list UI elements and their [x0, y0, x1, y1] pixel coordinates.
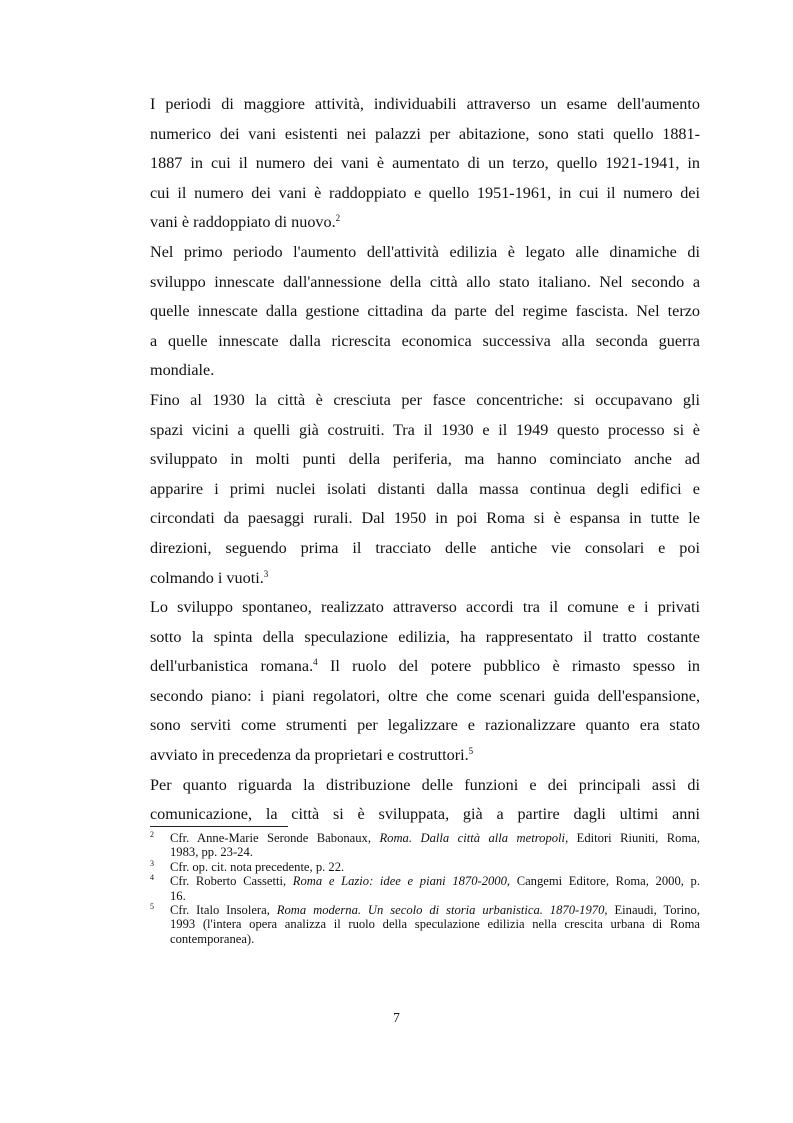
- footnote-number: 4: [150, 873, 154, 883]
- paragraph: [150, 386, 700, 593]
- footnote-line: Cfr. op. cit. nota precedente, p. 22.: [170, 859, 345, 874]
- text-line: sviluppo innescate dall'annessione della città allo stato italiano. Nel secondo a: [150, 272, 700, 291]
- footnote: [150, 860, 700, 874]
- text-segment: colmando i vuoti.: [150, 568, 264, 587]
- text-segment: dell'urbanistica romana.: [150, 657, 314, 676]
- footnote-reference: 2: [335, 213, 341, 224]
- text-line: spazi vicini a quelli già costruiti. Tra il 1930 e il 1949 questo processo si è: [150, 420, 700, 439]
- text-line: 1887 in cui il numero dei vani è aumentato di un terzo, quello 1921-1941, in: [150, 154, 700, 173]
- paragraph: [150, 90, 700, 238]
- book-title: Roma moderna. Un secolo di storia urbanistica. 1870-1970,: [276, 903, 608, 918]
- text-line: apparire i primi nuclei isolati distanti dalla massa continua degli edifici e: [150, 479, 700, 498]
- footnote-line: contemporanea).: [170, 931, 255, 946]
- text-line: [150, 652, 700, 682]
- text-line: quelle innescate dalla gestione cittadina da parte del regime fascista. Nel terzo: [150, 302, 700, 321]
- footnote-number: 2: [150, 830, 154, 839]
- paragraph: [150, 593, 700, 771]
- text-line: circondati da paesaggi rurali. Dal 1950 in poi Roma si è espansa in tutte le: [150, 509, 700, 528]
- text-line: mondiale.: [150, 361, 215, 380]
- footnote-number: 3: [150, 858, 154, 868]
- text-segment: Cfr. Italo Insolera,: [170, 903, 277, 918]
- text-segment: vani è raddoppiato di nuovo.: [150, 213, 336, 232]
- book-title: Roma. Dalla città alla metropoli: [379, 831, 566, 845]
- text-line: I periodi di maggiore attività, individuabili attraverso un esame dell'aumento: [150, 95, 700, 113]
- footnote-line: [170, 903, 700, 917]
- text-line: [150, 208, 700, 238]
- text-segment: , Editori Riuniti, Roma,: [565, 831, 700, 845]
- text-segment: avviato in precedenza da proprietari e costruttori.: [150, 746, 469, 765]
- text-segment: Cfr. Roberto Cassetti,: [170, 874, 293, 889]
- text-segment: , Cangemi Editore, Roma, 2000, p.: [506, 874, 700, 889]
- text-line: comunicazione, la città si è sviluppata, già a partire dagli ultimi anni: [150, 805, 700, 824]
- footnote-separator: [150, 826, 288, 827]
- footnote-reference: 5: [468, 746, 474, 757]
- text-line: direzioni, seguendo prima il tracciato delle antiche vie consolari e poi: [150, 538, 700, 557]
- footnote-line: 16.: [170, 888, 186, 903]
- text-line: Nel primo periodo l'aumento dell'attività edilizia è legato alle dinamiche di: [150, 242, 700, 261]
- text-line: Fino al 1930 la città è cresciuta per fasce concentriche: si occupavano gli: [150, 390, 700, 409]
- text-segment: Einaudi, Torino,: [607, 903, 701, 918]
- paragraph: [150, 238, 700, 386]
- footnote: [150, 903, 700, 946]
- text-line: sono serviti come strumenti per legalizzare e razionalizzare quanto era stato: [150, 716, 700, 735]
- footnote-reference: 4: [313, 657, 318, 668]
- body-text: [150, 90, 700, 830]
- footnote: [150, 831, 700, 860]
- page-number: 7: [393, 1010, 400, 1025]
- text-line: a quelle innescate dalla ricrescita economica successiva alla seconda guerra: [150, 331, 700, 350]
- text-line: [150, 564, 700, 594]
- footnote-line: [170, 831, 700, 845]
- footnote-number: 5: [150, 902, 154, 912]
- text-line: [150, 741, 700, 771]
- footnote-line: [170, 874, 700, 888]
- text-line: sotto la spinta della speculazione edilizia, ha rappresentato il tratto costante: [150, 627, 700, 646]
- book-title: Roma e Lazio: idee e piani 1870-2000: [292, 874, 507, 889]
- text-segment: Il ruolo del potere pubblico è rimasto spesso in: [317, 657, 701, 676]
- text-line: numerico dei vani esistenti nei palazzi per abitazione, sono stati quello 1881-: [150, 124, 700, 143]
- footnote-line: 1983, pp. 23-24.: [170, 845, 253, 860]
- paragraph: [150, 771, 700, 830]
- text-line: cui il numero dei vani è raddoppiato e quello 1951-1961, in cui il numero dei: [150, 183, 700, 202]
- footnotes: [150, 831, 700, 946]
- text-line: Per quanto riguarda la distribuzione delle funzioni e dei principali assi di: [150, 775, 700, 794]
- text-segment: Cfr. Anne-Marie Seronde Babonaux,: [170, 831, 380, 845]
- footnote-reference: 3: [263, 568, 269, 579]
- footnote: [150, 874, 700, 903]
- text-line: Lo sviluppo spontaneo, realizzato attraverso accordi tra il comune e i privati: [150, 598, 700, 617]
- text-line: secondo piano: i piani regolatori, oltre che come scenari guida dell'espansione,: [150, 686, 700, 705]
- text-line: sviluppato in molti punti della periferia, ma hanno cominciato anche ad: [150, 450, 700, 469]
- footnote-line: 1993 (l'intera opera analizza il ruolo della speculazione edilizia nella crescita urbana di Roma: [170, 917, 700, 932]
